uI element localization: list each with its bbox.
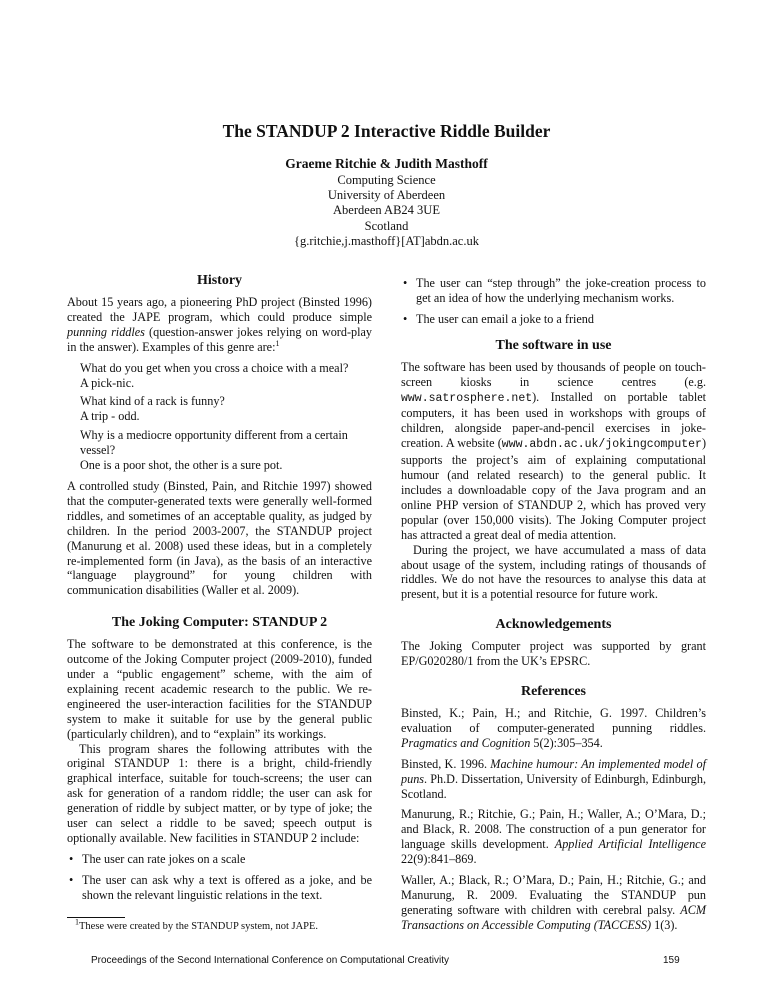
url-satrosphere[interactable]: www.satrosphere.net <box>401 391 533 405</box>
affiliation <box>0 173 773 249</box>
riddle-question: Why is a mediocre opportunity different from a certain vessel? <box>80 428 348 458</box>
riddle-examples <box>80 361 372 473</box>
section-ack-heading: Acknowledgements <box>495 617 612 633</box>
ref-text: 1(3). <box>651 917 678 932</box>
ref-text: Binsted, K. 1996. <box>401 756 491 771</box>
affil-univ: University of Aberdeen <box>327 188 446 203</box>
affil-city: Aberdeen AB24 3UE <box>333 203 440 218</box>
page-number: 159 <box>663 955 680 966</box>
reference-item <box>401 807 706 867</box>
ref-text: Manurung, R.; Ritchie, G.; Pain, H.; Waller, A.; O’Mara, D.; and Black, R. 2008. The construction of a pun generator for language skills development. <box>401 807 706 852</box>
reference-item <box>401 873 706 933</box>
footnote-mark: 1 <box>275 338 280 348</box>
footnote-number: 1 <box>75 917 79 927</box>
list-item: • The user can “step through” the joke-creation process to get an idea of how the underlying mechanism works. <box>401 276 706 306</box>
section-joking <box>67 614 372 932</box>
history-paragraph-2: A controlled study (Binsted, Pain, and Ritchie 1997) showed that the computer-generated texts were generally well-formed riddles, and sometimes of an acceptable quality, as judged by children. In the period 2003-2007, the STANDUP project (Manurung et al. 2008) used these ideas, but in a completely re-implemented form (in Java), as the basis of an interactive “language playground” for young children with communication disabilities (Waller et al. 2009). <box>67 478 372 598</box>
software-text-c: ) supports the project’s aim of explaining computational humour (and related research) to the general public. It includes a downloadable copy of the Java program and an online PHP version of STANDUP 2, which has proved very popular (over 150,000 visits). The Joking Computer project has attracted a great deal of media attention. <box>401 436 706 542</box>
software-paragraph-2: During the project, we have accumulated a mass of data about usage of the system, including ratings of thousands of riddles. We do not have the resources to analyse this data at present, but it is a potential resource for future work. <box>401 542 706 602</box>
section-ack <box>401 616 706 669</box>
ref-venue: ACM Transactions on Accessible Computing (TACCESS) <box>401 902 706 932</box>
section-software-heading: The software in use <box>495 337 612 353</box>
section-references <box>401 683 706 933</box>
history-text-a: About 15 years ago, a pioneering PhD project (Binsted 1996) created the JAPE program, which could produce simple <box>67 295 372 324</box>
footnote-text: These were created by the STANDUP system, not JAPE. <box>79 920 319 932</box>
reference-item <box>401 757 706 802</box>
riddle-answer: A trip - odd. <box>80 409 140 424</box>
joking-paragraph-1: The software to be demonstrated at this conference, is the outcome of the Joking Computer project (2009-2010), funded under a “public engagement” scheme, with the aim of explaining recent academic research to the public. We re-engineered the user-interaction facilities for the STANDUP system to make it suitable for use by the general public (particularly children), and to “explain” its workings. <box>67 637 372 741</box>
joking-paragraph-2: This program shares the following attributes with the original STANDUP 1: there is a bright, child-friendly graphical interface, suitable for touch-screens; the user can ask for generation of a random riddle; the user can ask for generation of riddle by subject matter, or by type of joke; the user can select a riddle to be saved; speech output is optionally available. New facilities in STANDUP 2 include: <box>67 741 372 845</box>
section-history-heading: History <box>196 273 243 288</box>
footnote <box>67 917 372 933</box>
affil-dept: Computing Science <box>337 173 436 187</box>
section-references-heading: References <box>520 684 587 700</box>
riddle-answer: One is a poor shot, the other is a sure pot. <box>80 458 283 473</box>
ref-text: Waller, A.; Black, R.; O’Mara, D.; Pain, H.; Ritchie, G.; and Manurung, R. 2009. Evaluating the STANDUP pun generating software with children with cerebral palsy. <box>401 873 706 917</box>
list-item: • The user can rate jokes on a scale <box>67 852 372 867</box>
history-paragraph-1 <box>67 295 372 355</box>
proceedings-footer: Proceedings of the Second International Conference on Computational Creativity <box>91 955 449 966</box>
authors: Graeme Ritchie & Judith Masthoff <box>285 156 488 171</box>
reference-item <box>401 706 706 751</box>
ref-venue: Machine humour: An implemented model of puns <box>401 756 706 786</box>
software-text-b: ). Installed on portable tablet computers, it has been used in workshops with groups of children, alongside paper-and-pencil exercises in joke-creation. A website ( <box>401 389 706 451</box>
software-text-a: The software has been used by thousands of people on touch-screen kiosks in science centres (e.g. <box>401 359 706 389</box>
list-item: • The user can ask why a text is offered as a joke, and be shown the relevant linguistic relations in the text. <box>67 873 372 903</box>
riddle-question: What kind of a rack is funny? <box>80 394 225 409</box>
ref-venue: Pragmatics and Cognition <box>401 735 531 750</box>
list-item: • The user can email a joke to a friend <box>401 312 706 327</box>
right-column <box>401 276 706 939</box>
ref-venue: Applied Artificial Intelligence <box>554 837 707 852</box>
paper-title: The STANDUP 2 Interactive Riddle Builder <box>222 121 551 141</box>
ref-text: 22(9):841–869. <box>401 852 477 867</box>
ref-text: Binsted, K.; Pain, H.; and Ritchie, G. 1997. Children’s evaluation of computer-generated punning riddles. <box>401 706 706 735</box>
ref-text: . Ph.D. Dissertation, University of Edinburgh, Edinburgh, Scotland. <box>401 771 706 801</box>
section-joking-heading: The Joking Computer: STANDUP 2 <box>111 615 328 631</box>
new-facilities-list <box>67 852 372 903</box>
riddle-question: What do you get when you cross a choice with a meal? <box>80 360 349 375</box>
section-software <box>401 337 706 603</box>
new-facilities-list-cont <box>401 276 706 327</box>
history-text-b: (question-answer jokes relying on word-play in the answer). Examples of this genre are: <box>67 324 372 354</box>
ref-text: 5(2):305–354. <box>530 735 603 750</box>
software-paragraph-1 <box>401 360 706 543</box>
history-emphasis: punning riddles <box>67 324 145 339</box>
left-column <box>67 272 372 933</box>
riddle-answer: A pick-nic. <box>80 375 135 390</box>
affil-email: {g.ritchie,j.masthoff}[AT]abdn.ac.uk <box>294 233 479 248</box>
ack-text: The Joking Computer project was supported by grant EP/G020280/1 from the UK’s EPSRC. <box>401 639 706 669</box>
url-jokingcomputer[interactable]: www.abdn.ac.uk/jokingcomputer <box>501 438 702 452</box>
affil-country: Scotland <box>364 218 409 233</box>
